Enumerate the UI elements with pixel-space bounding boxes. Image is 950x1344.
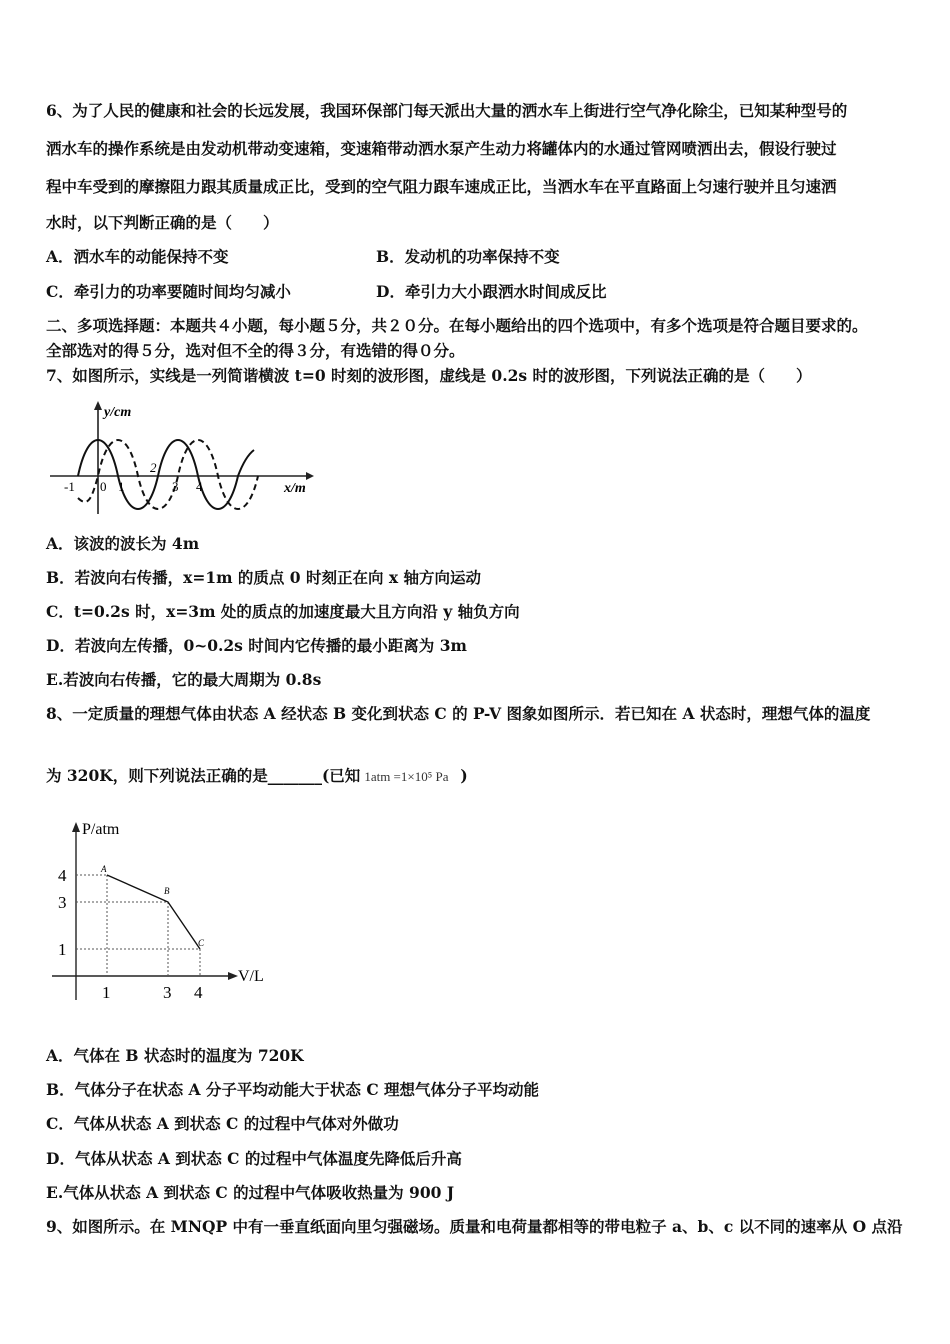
q7-stem: 7、如图所示，实线是一列简谐横波 t=0 时刻的波形图，虚线是 0.2s 时的波形图，下列说法正确的是（ ） [46, 366, 812, 385]
q6-option-b: B．发动机的功率保持不变 [376, 247, 560, 266]
q6-line-1: 6、为了人民的健康和社会的长远发展，我国环保部门每天派出大量的洒水车上街进行空气净化除尘，已知某种型号的 [46, 101, 848, 120]
q6-option-a: A．洒水车的动能保持不变 [46, 247, 229, 266]
q8-ytick-3: 3 [58, 893, 67, 912]
q8-guide-lines [76, 875, 200, 976]
q7-tick-3: 3 [172, 479, 179, 494]
q7-solid-wave [78, 440, 254, 509]
q7-tick-4: 4 [196, 479, 203, 494]
q6-line-2: 洒水车的操作系统是由发动机带动变速箱，变速箱带动洒水泵产生动力将罐体内的水通过管网喷洒出去，假设行驶过 [46, 139, 837, 158]
q7-option-a: A．该波的波长为 4m [46, 534, 200, 553]
q8-point-b: B [164, 886, 170, 896]
q8-y-label: P/atm [82, 821, 120, 838]
section2-line-2: 全部选对的得５分，选对但不全的得３分，有选错的得０分。 [46, 341, 465, 360]
q8-option-d: D．气体从状态 A 到状态 C 的过程中气体温度先降低后升高 [46, 1149, 462, 1168]
q8-stem-end: ) [460, 766, 468, 785]
q7-option-c: C．t=0.2s 时，x=3m 处的质点的加速度最大且方向沿 y 轴负方向 [46, 602, 520, 621]
q8-xtick-3: 3 [163, 983, 172, 1002]
q9-stem: 9、如图所示。在 MNQP 中有一垂直纸面向里匀强磁场。质量和电荷量都相等的带电粒子 a、b、c 以不同的速率从 O 点沿 [46, 1217, 903, 1236]
q7-x-arrow [306, 472, 314, 480]
q8-option-b: B．气体分子在状态 A 分子平均动能大于状态 C 理想气体分子平均动能 [46, 1080, 540, 1099]
q6-option-d: D．牵引力大小跟洒水时间成反比 [376, 282, 607, 301]
q7-tick-0: 0 [100, 479, 107, 494]
q7-wave-figure [44, 398, 324, 520]
q8-xtick-1: 1 [102, 983, 111, 1002]
q8-xtick-4: 4 [194, 983, 203, 1002]
q8-point-c: C [198, 938, 205, 948]
q7-y-arrow [94, 401, 102, 410]
q7-y-label: y/cm [104, 405, 132, 420]
q8-stem-line-2 [46, 766, 468, 786]
q7-option-b: B．若波向右传播，x=1m 的质点 0 时刻正在向 x 轴方向运动 [46, 568, 482, 587]
q8-pv-figure [44, 816, 284, 1006]
q8-option-c: C．气体从状态 A 到状态 C 的过程中气体对外做功 [46, 1114, 399, 1133]
q7-tick-neg1: -1 [64, 479, 75, 494]
q8-option-a: A．气体在 B 状态时的温度为 720K [46, 1046, 304, 1065]
q8-y-arrow [72, 822, 80, 832]
q8-x-label: V/L [238, 968, 264, 985]
q7-tick-2: 2 [150, 460, 157, 475]
q8-stem-line-1: 8、一定质量的理想气体由状态 A 经状态 B 变化到状态 C 的 P-V 图象如图所示．若已知在 A 状态时，理想气体的温度 [46, 704, 871, 723]
q8-process-line [107, 875, 200, 949]
q7-tick-1: 1 [118, 479, 125, 494]
q8-option-e: E.气体从状态 A 到状态 C 的过程中气体吸收热量为 900 J [46, 1183, 455, 1202]
q7-option-e: E.若波向右传播，它的最大周期为 0.8s [46, 670, 322, 689]
q8-atm-note: 1atm =1×10⁵ Pa [364, 769, 449, 784]
q8-ytick-1: 1 [58, 940, 67, 959]
q8-ytick-4: 4 [58, 866, 67, 885]
q6-line-3: 程中车受到的摩擦阻力跟其质量成正比，受到的空气阻力跟车速成正比，当洒水车在平直路面上匀速行驶并且匀速洒 [46, 177, 837, 196]
q8-stem-text: 为 320K，则下列说法正确的是_______(已知 [46, 766, 361, 785]
q6-line-4: 水时，以下判断正确的是（ ） [46, 213, 279, 232]
section2-line-1: 二、多项选择题：本题共４小题，每小题５分，共２０分。在每小题给出的四个选项中，有多个选项是符合题目要求的。 [46, 316, 868, 335]
q7-option-d: D．若波向左传播，0~0.2s 时间内它传播的最小距离为 3m [46, 636, 467, 655]
q7-x-label: x/m [284, 481, 306, 496]
q6-option-c: C．牵引力的功率要随时间均匀减小 [46, 282, 291, 301]
q8-point-a: A [101, 864, 107, 874]
q8-x-arrow [228, 972, 238, 980]
